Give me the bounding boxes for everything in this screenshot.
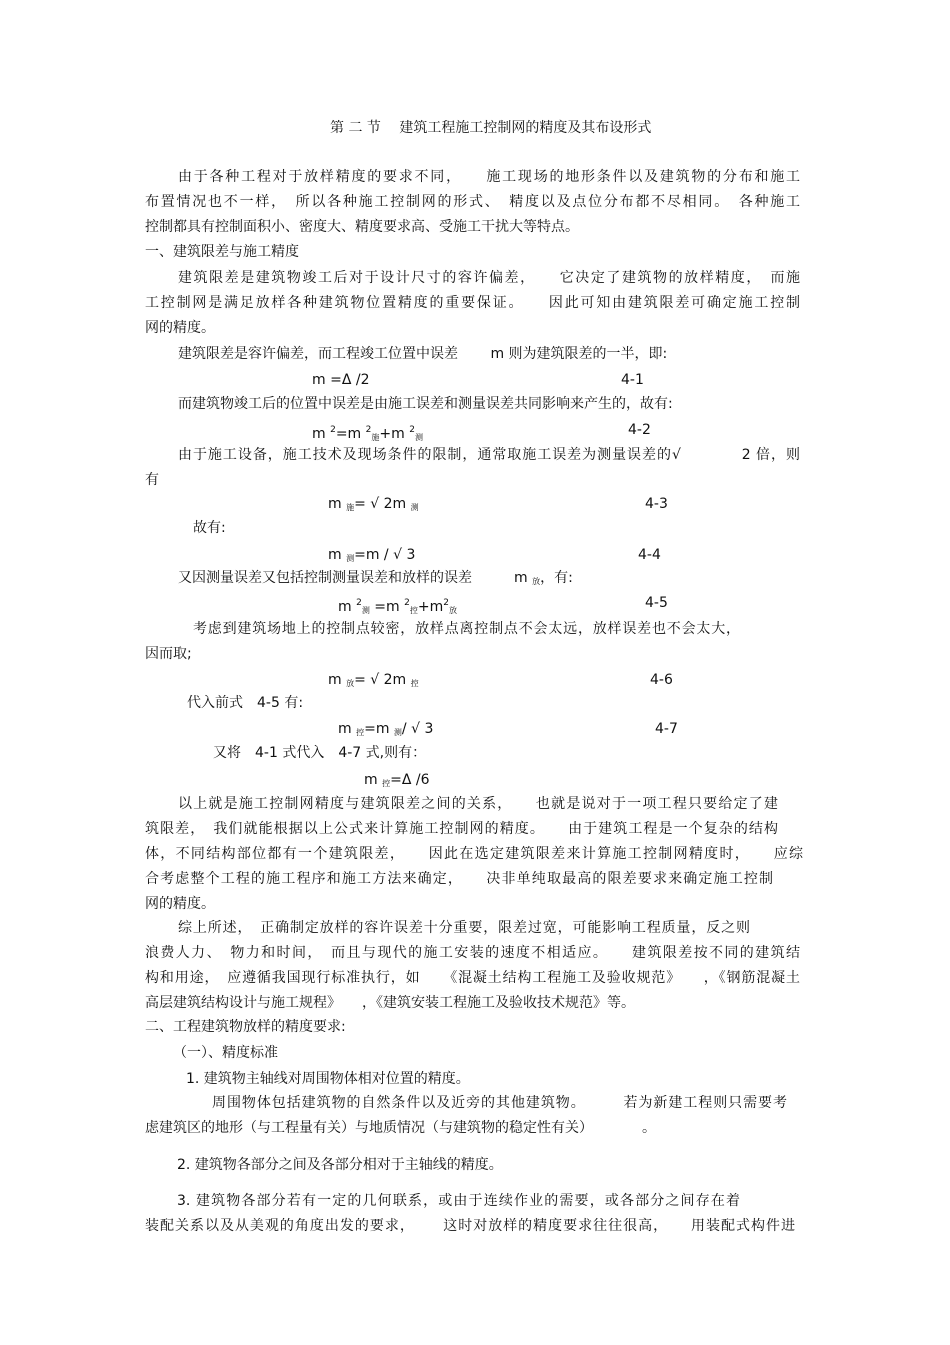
line: 控制都具有控制面积小、密度大、精度要求高、受施工干扰大等特点。 xyxy=(145,219,579,235)
heading-1: 一、建筑限差与施工精度 xyxy=(145,244,299,260)
paragraph-text: 代入前式 4-5 有: xyxy=(187,695,304,711)
list-item-2: 2. 建筑物各部分之间及各部分相对于主轴线的精度。 xyxy=(177,1157,503,1173)
paragraph-intro xyxy=(145,165,800,240)
paragraph-surroundings xyxy=(145,1091,787,1141)
line: 以上就是施工控制网精度与建筑限差之间的关系， 也就是说对于一项工程只要给定了建 xyxy=(178,796,778,812)
list-item-3 xyxy=(145,1189,795,1239)
line: 3. 建筑物各部分若有一定的几何联系，或由于连续作业的需要，或各部分之间存在着 xyxy=(177,1193,740,1209)
line: 构和用途， 应遵循我国现行标准执行，如 《混凝土结构工程施工及验收规范》 ，《钢筋混凝土 xyxy=(145,970,800,986)
line: 高层建筑结构设计与施工规程》 ，《建筑安装工程施工及验收技术规范》等。 xyxy=(145,995,635,1011)
paragraph-text: 又将 4-1 式代入 4-7 式,则有： xyxy=(213,745,427,761)
paragraph-assume xyxy=(145,617,740,667)
line: 虑建筑区的地形（与工程量有关）与地质情况（与建筑物的稳定性有关） 。 xyxy=(145,1120,656,1136)
paragraph-summary xyxy=(145,916,800,1016)
formula-number: 4-7 xyxy=(655,721,678,737)
formula-number: 4-6 xyxy=(650,672,673,688)
formula-4-4: m 测=m / √ 3 xyxy=(328,547,416,563)
formula-number: 4-4 xyxy=(638,547,661,563)
line: 合考虑整个工程的施工程序和施工方法来确定， 决非单纯取最高的限差要求来确定施工控制 xyxy=(145,871,773,887)
paragraph-text: 故有: xyxy=(193,520,226,536)
formula-number: 4-2 xyxy=(628,422,651,438)
paragraph-text: 又因测量误差又包括控制测量误差和放样的误差 m 放，有: xyxy=(178,570,573,586)
line: 周围物体包括建筑物的自然条件以及近旁的其他建筑物。 若为新建工程则只需要考 xyxy=(212,1095,787,1111)
line: 由于施工设备，施工技术及现场条件的限制，通常取施工误差为测量误差的√ 2 倍，则 xyxy=(178,447,800,463)
line: 因而取; xyxy=(145,646,192,662)
formula-4-5: m $^2$测 =m $^2$控$+m^2$放 xyxy=(338,598,457,615)
line: 综上所述， 正确制定放样的容许误差十分重要，限差过宽，可能影响工程质量，反之则 xyxy=(178,920,750,936)
line: 浪费人力、 物力和时间， 而且与现代的施工安装的速度不相适应。 建筑限差按不同的建筑结 xyxy=(145,945,800,961)
formula-number: 4-5 xyxy=(645,595,668,611)
formula-4-2: m $^2$=m $^2$施+m $^2$测 xyxy=(312,425,423,442)
paragraph-text: 而建筑物竣工后的位置中误差是由施工误差和测量误差共同影响来产生的，故有: xyxy=(178,396,673,412)
line: 工控制网是满足放样各种建筑物位置精度的重要保证。 因此可知由建筑限差可确定施工控制 xyxy=(145,295,800,311)
formula-number: 4-1 xyxy=(621,372,644,388)
line: 装配关系以及从美观的角度出发的要求， 这时对放样的精度要求往往很高， 用装配式构件进 xyxy=(145,1218,795,1234)
heading-3: （一）、精度标准 xyxy=(173,1045,278,1061)
formula-result: m 控=Δ /6 xyxy=(364,772,430,788)
heading-2: 二、工程建筑物放样的精度要求: xyxy=(145,1019,346,1035)
formula-4-7: m 控=m 测/ √ 3 xyxy=(338,721,434,737)
paragraph-text: 建筑限差是容许偏差，而工程竣工位置中误差 m 则为建筑限差的一半，即: xyxy=(178,346,668,362)
line: 网的精度。 xyxy=(145,320,215,336)
paragraph-error xyxy=(145,443,800,493)
line: 体，不同结构部位都有一个建筑限差， 因此在选定建筑限差来计算施工控制网精度时， 应综 xyxy=(145,846,803,862)
formula-number: 4-3 xyxy=(645,496,668,512)
paragraph-tolerance xyxy=(145,266,800,341)
formula-4-6: m 放= √ 2m 控 xyxy=(328,672,419,688)
formula-4-1: m =Δ /2 xyxy=(312,372,370,388)
section-title: 第 二 节 建筑工程施工控制网的精度及其布设形式 xyxy=(330,120,652,136)
line: 有 xyxy=(145,472,159,488)
line: 由于各种工程对于放样精度的要求不同， 施工现场的地形条件以及建筑物的分布和施工 xyxy=(178,169,800,185)
list-item-1: 1. 建筑物主轴线对周围物体相对位置的精度。 xyxy=(186,1071,470,1087)
line: 建筑限差是建筑物竣工后对于设计尺寸的容许偏差， 它决定了建筑物的放样精度， 而施 xyxy=(178,270,800,286)
line: 网的精度。 xyxy=(145,896,215,912)
paragraph-relation xyxy=(145,792,803,917)
line: 考虑到建筑场地上的控制点较密，放样点离控制点不会太远，放样误差也不会太大， xyxy=(193,621,740,637)
line: 筑限差， 我们就能根据以上公式来计算施工控制网的精度。 由于建筑工程是一个复杂的结构 xyxy=(145,821,778,837)
line: 布置情况也不一样， 所以各种施工控制网的形式、 精度以及点位分布都不尽相同。 各种施工 xyxy=(145,194,800,210)
formula-4-3: m 施= √ 2m 测 xyxy=(328,496,419,512)
